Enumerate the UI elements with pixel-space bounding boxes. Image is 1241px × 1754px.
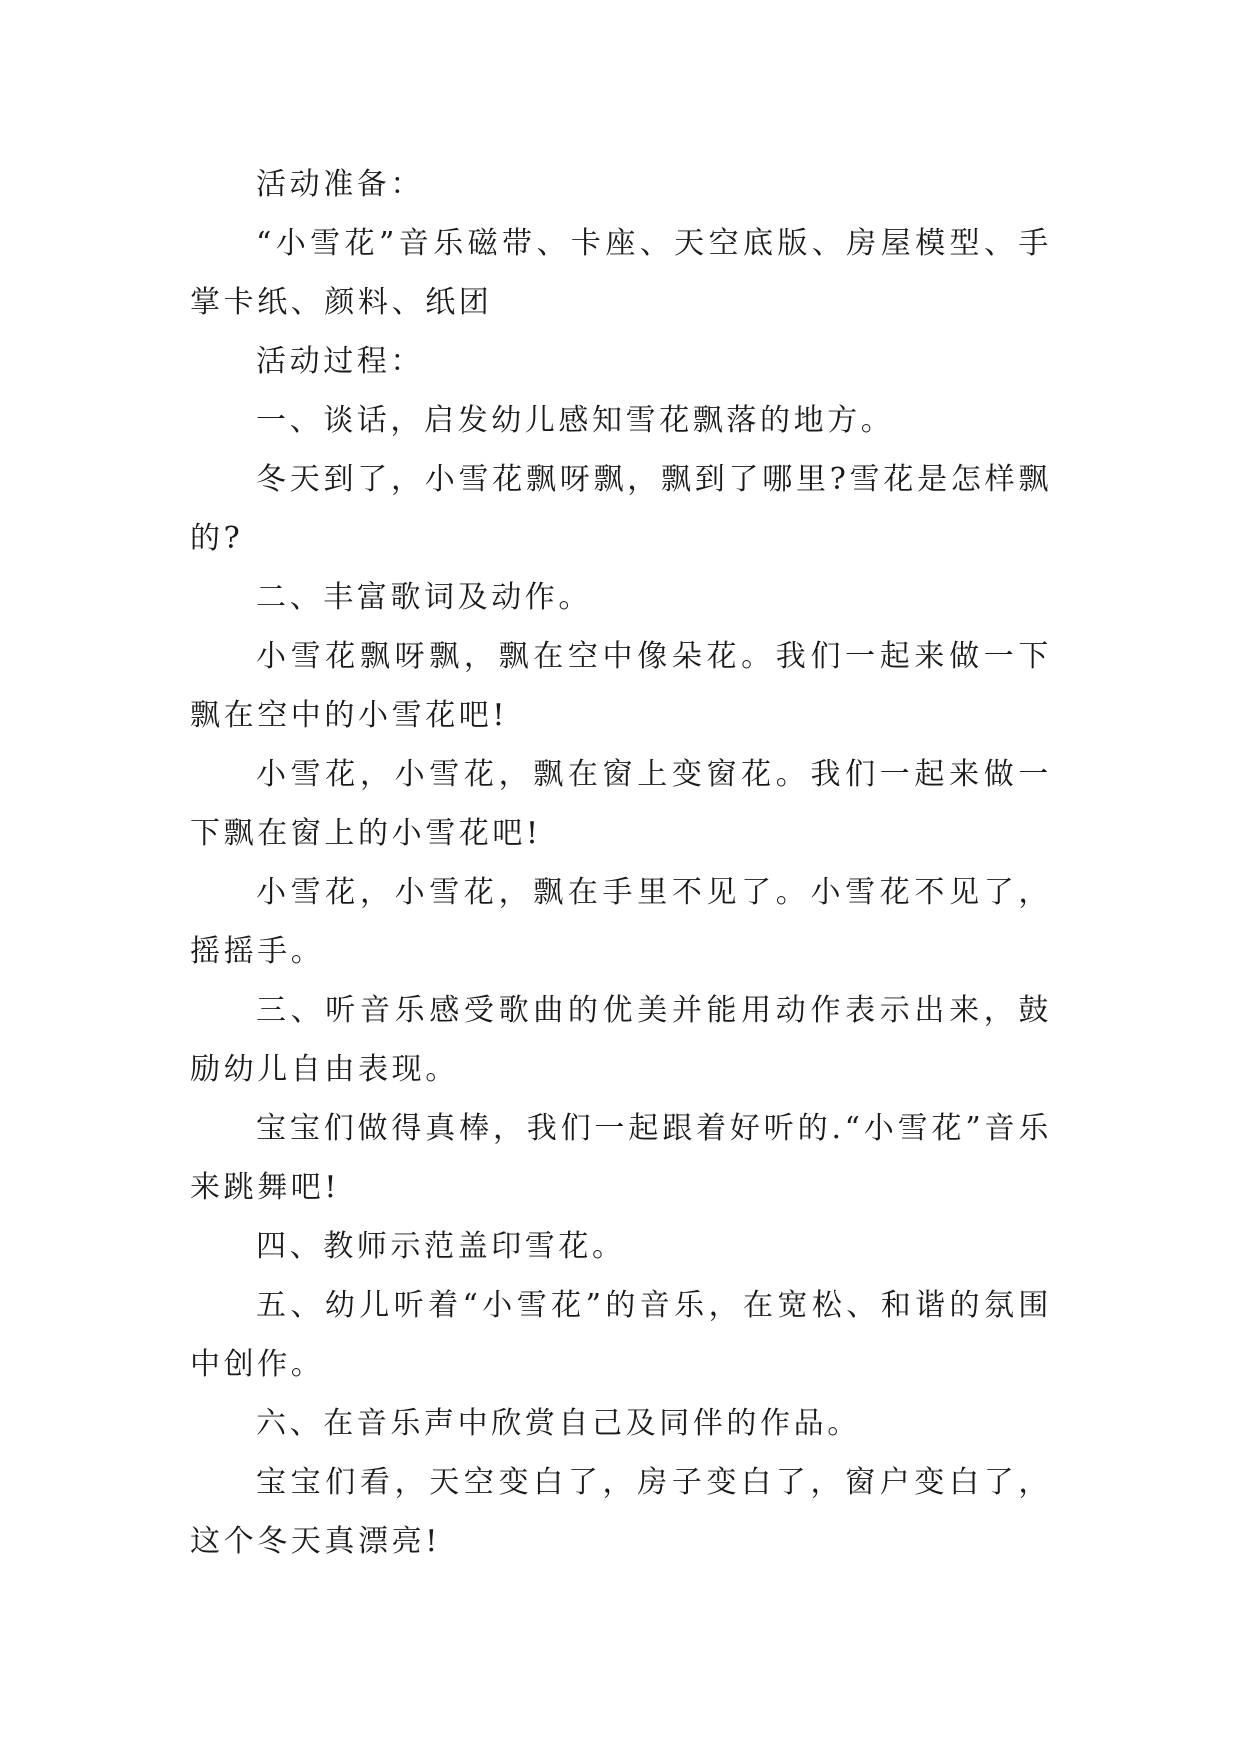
step-one-text: 冬天到了，小雪花飘呀飘，飘到了哪里?雪花是怎样飘的? — [190, 462, 1052, 556]
step-two-title: 二、丰富歌词及动作。 — [256, 580, 592, 615]
closing-text: 宝宝们看，天空变白了，房子变白了，窗户变白了，这个冬天真漂亮! — [190, 1465, 1052, 1559]
document-body — [190, 155, 1052, 1571]
heading-activity-process: 活动过程： — [256, 344, 424, 379]
step-one-title: 一、谈话，启发幼儿感知雪花飘落的地方。 — [256, 403, 895, 438]
heading-activity-preparation: 活动准备： — [256, 167, 424, 202]
step-five-title: 五、幼儿听着“小雪花”的音乐，在宽松、和谐的氛围中创作。 — [190, 1288, 1052, 1382]
step-two-text-window: 小雪花，小雪花，飘在窗上变窗花。我们一起来做一下飘在窗上的小雪花吧! — [190, 757, 1052, 851]
step-three-title: 三、听音乐感受歌曲的优美并能用动作表示出来，鼓励幼儿自由表现。 — [190, 993, 1052, 1087]
step-four-title: 四、教师示范盖印雪花。 — [256, 1229, 626, 1264]
step-two-text-hand: 小雪花，小雪花，飘在手里不见了。小雪花不见了，摇摇手。 — [190, 875, 1052, 969]
step-three-text: 宝宝们做得真棒，我们一起跟着好听的.“小雪花”音乐来跳舞吧! — [190, 1111, 1052, 1205]
step-two-text-sky: 小雪花飘呀飘，飘在空中像朵花。我们一起来做一下飘在空中的小雪花吧! — [190, 639, 1052, 733]
step-six-title: 六、在音乐声中欣赏自己及同伴的作品。 — [256, 1406, 861, 1441]
materials-list: “小雪花”音乐磁带、卡座、天空底版、房屋模型、手掌卡纸、颜料、纸团 — [190, 226, 1052, 320]
